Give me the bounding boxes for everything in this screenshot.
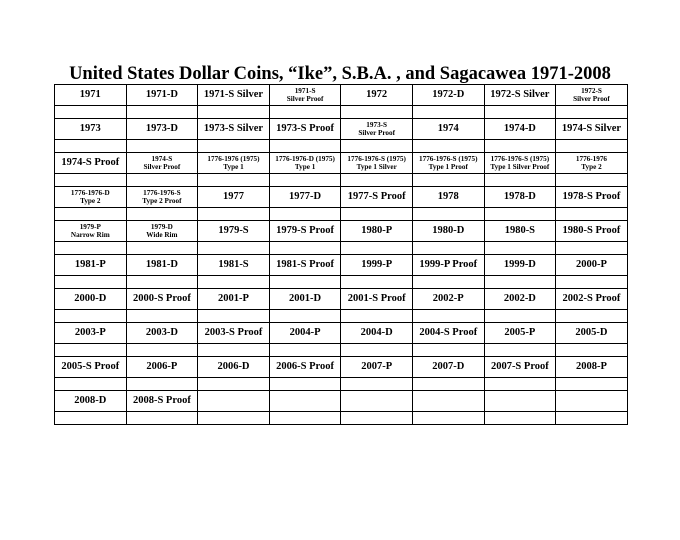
coin-label-text: 1977-S Proof <box>347 191 406 202</box>
coin-label-text: 2004-P <box>289 327 321 338</box>
checkbox-row <box>55 140 628 153</box>
coin-label-text: 2008-D <box>74 395 107 406</box>
coin-label-cell <box>556 323 628 344</box>
check-box-cell[interactable] <box>198 106 270 119</box>
coin-label-cell <box>484 119 556 140</box>
checkbox-row <box>55 208 628 221</box>
coin-label-cell <box>484 357 556 378</box>
coin-label-text: 2002-S Proof <box>562 293 621 304</box>
coin-label-text: 1981-S Proof <box>276 259 334 270</box>
check-box-cell[interactable] <box>484 106 556 119</box>
coin-label-row <box>55 323 628 344</box>
coin-label-cell <box>341 391 413 412</box>
coin-label-text: 1776-1976 <box>575 154 608 163</box>
check-box-cell[interactable] <box>484 412 556 425</box>
coin-label-cell <box>198 255 270 276</box>
coin-label-text: 2000-S Proof <box>132 293 191 304</box>
check-box-cell[interactable] <box>412 242 484 255</box>
coin-label-text: 1981-D <box>145 259 178 270</box>
coin-label-cell <box>198 85 270 106</box>
coin-label-cell <box>412 289 484 310</box>
coin-label-text: 1972-D <box>432 89 465 100</box>
coin-label-cell <box>341 153 413 174</box>
check-box-cell[interactable] <box>556 140 628 153</box>
coin-checklist-body <box>55 85 628 425</box>
coin-label-row <box>55 357 628 378</box>
coin-label-text: 2005-P <box>504 327 536 338</box>
coin-label-cell <box>556 289 628 310</box>
coin-label-text: 1981-P <box>74 259 106 270</box>
check-box-cell[interactable] <box>412 140 484 153</box>
coin-label-cell <box>341 85 413 106</box>
coin-label-cell <box>198 187 270 208</box>
check-box-cell[interactable] <box>556 412 628 425</box>
coin-label-text: 1971-D <box>145 89 178 100</box>
coin-label-text: 2008-P <box>575 361 607 372</box>
coin-label-text: 1776-1976 (1975) <box>207 154 260 163</box>
coin-label-cell <box>126 255 198 276</box>
coin-label-text: 1974-D <box>503 123 536 134</box>
coin-label-cell <box>412 153 484 174</box>
coin-label-text: 2003-S Proof <box>204 327 263 338</box>
coin-label-cell <box>126 323 198 344</box>
check-box-cell[interactable] <box>55 106 127 119</box>
check-box-cell[interactable] <box>126 242 198 255</box>
coin-label-text: Type 1 <box>294 163 316 171</box>
coin-label-text: 2001-D <box>289 293 322 304</box>
coin-label-cell <box>412 255 484 276</box>
coin-label-cell <box>126 391 198 412</box>
coin-label-cell <box>556 221 628 242</box>
coin-label-cell <box>341 323 413 344</box>
coin-label-cell <box>484 323 556 344</box>
coin-label-text: 1978-D <box>503 191 536 202</box>
check-box-cell[interactable] <box>55 344 127 357</box>
coin-label-cell <box>55 153 127 174</box>
coin-label-text: Type 2 <box>80 197 101 205</box>
check-box-cell[interactable] <box>126 106 198 119</box>
check-box-cell[interactable] <box>412 344 484 357</box>
check-box-cell[interactable] <box>412 310 484 323</box>
check-box-cell[interactable] <box>55 208 127 221</box>
coin-label-cell <box>55 255 127 276</box>
coin-label-cell <box>55 119 127 140</box>
coin-label-text: 2000-P <box>575 259 607 270</box>
check-box-cell[interactable] <box>341 106 413 119</box>
coin-label-cell <box>269 323 341 344</box>
check-box-cell[interactable] <box>126 310 198 323</box>
coin-label-cell <box>412 323 484 344</box>
coin-label-text: 2008-S Proof <box>132 395 191 406</box>
check-box-cell[interactable] <box>484 378 556 391</box>
coin-label-row <box>55 187 628 208</box>
check-box-cell[interactable] <box>269 276 341 289</box>
coin-label-text: 1974-S <box>151 154 173 163</box>
coin-label-text: 1974-S Proof <box>61 157 120 168</box>
coin-label-cell <box>484 255 556 276</box>
coin-label-text: 1972-S <box>581 86 602 95</box>
check-box-cell[interactable] <box>126 208 198 221</box>
coin-label-text: 2007-S Proof <box>490 361 549 372</box>
coin-label-cell <box>198 357 270 378</box>
check-box-cell[interactable] <box>269 174 341 187</box>
coin-label-text: 2007-D <box>432 361 465 372</box>
coin-label-text: Type 2 Proof <box>142 197 182 205</box>
coin-label-text: 2003-D <box>145 327 178 338</box>
coin-label-text: 1980-S Proof <box>562 225 621 236</box>
check-box-cell[interactable] <box>556 276 628 289</box>
check-box-cell[interactable] <box>556 174 628 187</box>
checkbox-row <box>55 378 628 391</box>
coin-label-text: 2002-D <box>503 293 536 304</box>
coin-label-text: 1972 <box>366 89 388 100</box>
check-box-cell[interactable] <box>412 174 484 187</box>
coin-label-text: 2004-S Proof <box>419 327 478 338</box>
coin-label-text: 1776-1976-S <box>143 188 181 197</box>
coin-label-text: 1973-S Proof <box>276 123 334 134</box>
coin-label-text: Silver Proof <box>358 129 395 137</box>
coin-label-cell <box>198 391 270 412</box>
check-box-cell[interactable] <box>269 208 341 221</box>
coin-label-text: 1971 <box>79 89 101 100</box>
coin-label-text: 2007-P <box>361 361 393 372</box>
check-box-cell[interactable] <box>126 140 198 153</box>
coin-label-cell <box>412 221 484 242</box>
coin-label-text: 1980-S <box>504 225 536 236</box>
coin-label-text: Narrow Rim <box>70 231 110 239</box>
check-box-cell[interactable] <box>198 242 270 255</box>
coin-label-text: 1974 <box>437 123 459 134</box>
check-box-cell[interactable] <box>126 378 198 391</box>
check-box-cell[interactable] <box>126 344 198 357</box>
checkbox-row <box>55 310 628 323</box>
check-box-cell[interactable] <box>126 174 198 187</box>
check-box-cell[interactable] <box>55 378 127 391</box>
check-box-cell[interactable] <box>198 276 270 289</box>
check-box-cell[interactable] <box>269 140 341 153</box>
coin-label-text: 2006-P <box>146 361 178 372</box>
coin-label-cell <box>126 85 198 106</box>
coin-label-cell <box>269 221 341 242</box>
coin-label-text: 1776-1976-S (1975) <box>490 154 550 163</box>
coin-label-cell <box>55 357 127 378</box>
coin-label-text: 1999-P <box>361 259 393 270</box>
coin-label-cell <box>484 289 556 310</box>
check-box-cell[interactable] <box>126 412 198 425</box>
coin-label-text: 1979-S Proof <box>276 225 334 236</box>
check-box-cell[interactable] <box>55 412 127 425</box>
coin-label-text: 1973 <box>79 123 101 134</box>
check-box-cell[interactable] <box>412 276 484 289</box>
coin-label-cell <box>556 85 628 106</box>
coin-label-text: 1971-S <box>294 86 316 95</box>
coin-label-cell <box>269 187 341 208</box>
coin-label-cell <box>198 289 270 310</box>
check-box-cell[interactable] <box>198 174 270 187</box>
coin-label-text: Silver Proof <box>286 95 324 103</box>
check-box-cell[interactable] <box>556 106 628 119</box>
check-box-cell[interactable] <box>341 276 413 289</box>
check-box-cell[interactable] <box>198 310 270 323</box>
check-box-cell[interactable] <box>341 242 413 255</box>
coin-label-cell <box>269 391 341 412</box>
coin-label-text: 2003-P <box>74 327 106 338</box>
coin-label-cell <box>556 153 628 174</box>
check-box-cell[interactable] <box>556 310 628 323</box>
coin-label-text: Type 1 Silver <box>356 163 397 171</box>
check-box-cell[interactable] <box>55 310 127 323</box>
check-box-cell[interactable] <box>341 140 413 153</box>
coin-label-cell <box>269 153 341 174</box>
check-box-cell[interactable] <box>198 208 270 221</box>
coin-label-cell <box>484 221 556 242</box>
check-box-cell[interactable] <box>484 310 556 323</box>
check-box-cell[interactable] <box>341 208 413 221</box>
coin-label-cell <box>412 357 484 378</box>
coin-label-text: Silver Proof <box>143 163 181 171</box>
coin-label-row <box>55 391 628 412</box>
coin-label-text: 1971-S Silver <box>203 89 264 100</box>
coin-label-cell <box>198 323 270 344</box>
coin-label-text: 1980-P <box>361 225 393 236</box>
coin-label-text: 1979-S <box>218 225 249 236</box>
coin-label-row <box>55 255 628 276</box>
check-box-cell[interactable] <box>269 242 341 255</box>
check-box-cell[interactable] <box>198 412 270 425</box>
check-box-cell[interactable] <box>269 310 341 323</box>
coin-label-row <box>55 221 628 242</box>
coin-checklist-table <box>54 84 628 425</box>
coin-label-cell <box>126 221 198 242</box>
coin-label-row <box>55 119 628 140</box>
check-box-cell[interactable] <box>556 344 628 357</box>
check-box-cell[interactable] <box>341 344 413 357</box>
coin-label-text: 2000-D <box>74 293 107 304</box>
check-box-cell[interactable] <box>55 276 127 289</box>
coin-label-row <box>55 289 628 310</box>
coin-label-cell <box>484 85 556 106</box>
coin-label-text: 1980-D <box>432 225 465 236</box>
coin-label-text: 2002-P <box>432 293 464 304</box>
check-box-cell[interactable] <box>341 378 413 391</box>
coin-label-text: 2004-D <box>360 327 393 338</box>
coin-label-text: Type 1 Silver Proof <box>490 163 550 171</box>
checkbox-row <box>55 276 628 289</box>
coin-label-text: 2005-S Proof <box>61 361 120 372</box>
coin-label-text: 1973-D <box>145 123 178 134</box>
coin-label-text: 1978-S Proof <box>562 191 621 202</box>
check-box-cell[interactable] <box>341 310 413 323</box>
page-title: United States Dollar Coins, “Ike”, S.B.A. , and Sagacawea 1971-2008 <box>69 64 611 84</box>
coin-label-text: 2006-S Proof <box>276 361 334 372</box>
check-box-cell[interactable] <box>484 344 556 357</box>
coin-label-text: Silver Proof <box>573 95 610 103</box>
coin-label-cell <box>126 153 198 174</box>
coin-label-text: 1979-D <box>150 222 173 231</box>
coin-label-cell <box>484 187 556 208</box>
check-box-cell[interactable] <box>55 140 127 153</box>
coin-label-cell <box>556 119 628 140</box>
coin-label-text: 2006-D <box>217 361 250 372</box>
check-box-cell[interactable] <box>484 242 556 255</box>
coin-label-cell <box>341 119 413 140</box>
check-box-cell[interactable] <box>198 344 270 357</box>
coin-label-cell <box>55 289 127 310</box>
coin-label-cell <box>341 255 413 276</box>
check-box-cell[interactable] <box>269 344 341 357</box>
check-box-cell[interactable] <box>198 140 270 153</box>
coin-label-cell <box>269 85 341 106</box>
coin-label-text: 1973-S Silver <box>203 123 264 134</box>
coin-label-text: 1776-1976-D (1975) <box>275 154 335 163</box>
coin-label-cell <box>55 221 127 242</box>
coin-label-text: 2001-P <box>218 293 249 304</box>
coin-label-cell <box>198 119 270 140</box>
coin-label-text: 1776-1976-D <box>70 188 110 197</box>
coin-label-text: 1981-S <box>218 259 249 270</box>
coin-label-text: 1977-D <box>289 191 322 202</box>
coin-label-text: 1999-P Proof <box>419 259 478 270</box>
coin-label-text: Type 1 Proof <box>428 163 468 171</box>
coin-label-cell <box>556 255 628 276</box>
coin-label-cell <box>269 119 341 140</box>
check-box-cell[interactable] <box>484 140 556 153</box>
coin-label-cell <box>55 85 127 106</box>
coin-label-cell <box>126 119 198 140</box>
coin-label-cell <box>198 221 270 242</box>
coin-label-text: Type 2 <box>581 163 602 171</box>
checkbox-row <box>55 174 628 187</box>
check-box-cell[interactable] <box>412 208 484 221</box>
check-box-cell[interactable] <box>126 276 198 289</box>
coin-label-text: 2001-S Proof <box>347 293 406 304</box>
coin-label-cell <box>412 391 484 412</box>
coin-label-text: 1776-1976-S (1975) <box>419 154 478 163</box>
coin-label-cell <box>198 153 270 174</box>
coin-label-text: 1776-1976-S (1975) <box>347 154 406 163</box>
check-box-cell[interactable] <box>484 174 556 187</box>
check-box-cell[interactable] <box>55 174 127 187</box>
check-box-cell[interactable] <box>269 412 341 425</box>
coin-label-cell <box>341 357 413 378</box>
coin-label-text: 1979-P <box>79 222 101 231</box>
coin-label-cell <box>55 323 127 344</box>
check-box-cell[interactable] <box>556 208 628 221</box>
coin-label-cell <box>55 391 127 412</box>
check-box-cell[interactable] <box>269 106 341 119</box>
coin-label-cell <box>484 153 556 174</box>
coin-label-text: 1973-S <box>366 120 388 129</box>
coin-label-text: Type 1 <box>223 163 244 171</box>
check-box-cell[interactable] <box>484 276 556 289</box>
check-box-cell[interactable] <box>269 378 341 391</box>
coin-label-text: 1977 <box>222 191 244 202</box>
check-box-cell[interactable] <box>412 106 484 119</box>
coin-label-text: 1999-D <box>503 259 536 270</box>
coin-label-cell <box>269 357 341 378</box>
coin-label-cell <box>269 289 341 310</box>
checkbox-row <box>55 412 628 425</box>
check-box-cell[interactable] <box>341 412 413 425</box>
checkbox-row <box>55 344 628 357</box>
coin-label-text: 1978 <box>437 191 459 202</box>
checkbox-row <box>55 106 628 119</box>
coin-label-cell <box>484 391 556 412</box>
coin-label-cell <box>412 85 484 106</box>
check-box-cell[interactable] <box>556 378 628 391</box>
coin-label-cell <box>126 187 198 208</box>
coin-label-cell <box>556 391 628 412</box>
coin-label-cell <box>269 255 341 276</box>
check-box-cell[interactable] <box>412 378 484 391</box>
coin-label-text: 1974-S Silver <box>561 123 622 134</box>
coin-label-cell <box>126 357 198 378</box>
coin-label-cell <box>341 289 413 310</box>
coin-label-text: 1972-S Silver <box>490 89 550 100</box>
coin-label-cell <box>341 187 413 208</box>
coin-label-text: Wide Rim <box>146 231 178 239</box>
check-box-cell[interactable] <box>484 208 556 221</box>
check-box-cell[interactable] <box>55 242 127 255</box>
check-box-cell[interactable] <box>198 378 270 391</box>
check-box-cell[interactable] <box>412 412 484 425</box>
check-box-cell[interactable] <box>556 242 628 255</box>
coin-label-cell <box>341 221 413 242</box>
coin-label-row <box>55 153 628 174</box>
coin-label-cell <box>55 187 127 208</box>
check-box-cell[interactable] <box>341 174 413 187</box>
coin-label-cell <box>556 187 628 208</box>
coin-label-row <box>55 85 628 106</box>
coin-label-cell <box>412 119 484 140</box>
coin-label-cell <box>412 187 484 208</box>
checkbox-row <box>55 242 628 255</box>
coin-label-text: 2005-D <box>575 327 608 338</box>
coin-label-cell <box>556 357 628 378</box>
coin-label-cell <box>126 289 198 310</box>
